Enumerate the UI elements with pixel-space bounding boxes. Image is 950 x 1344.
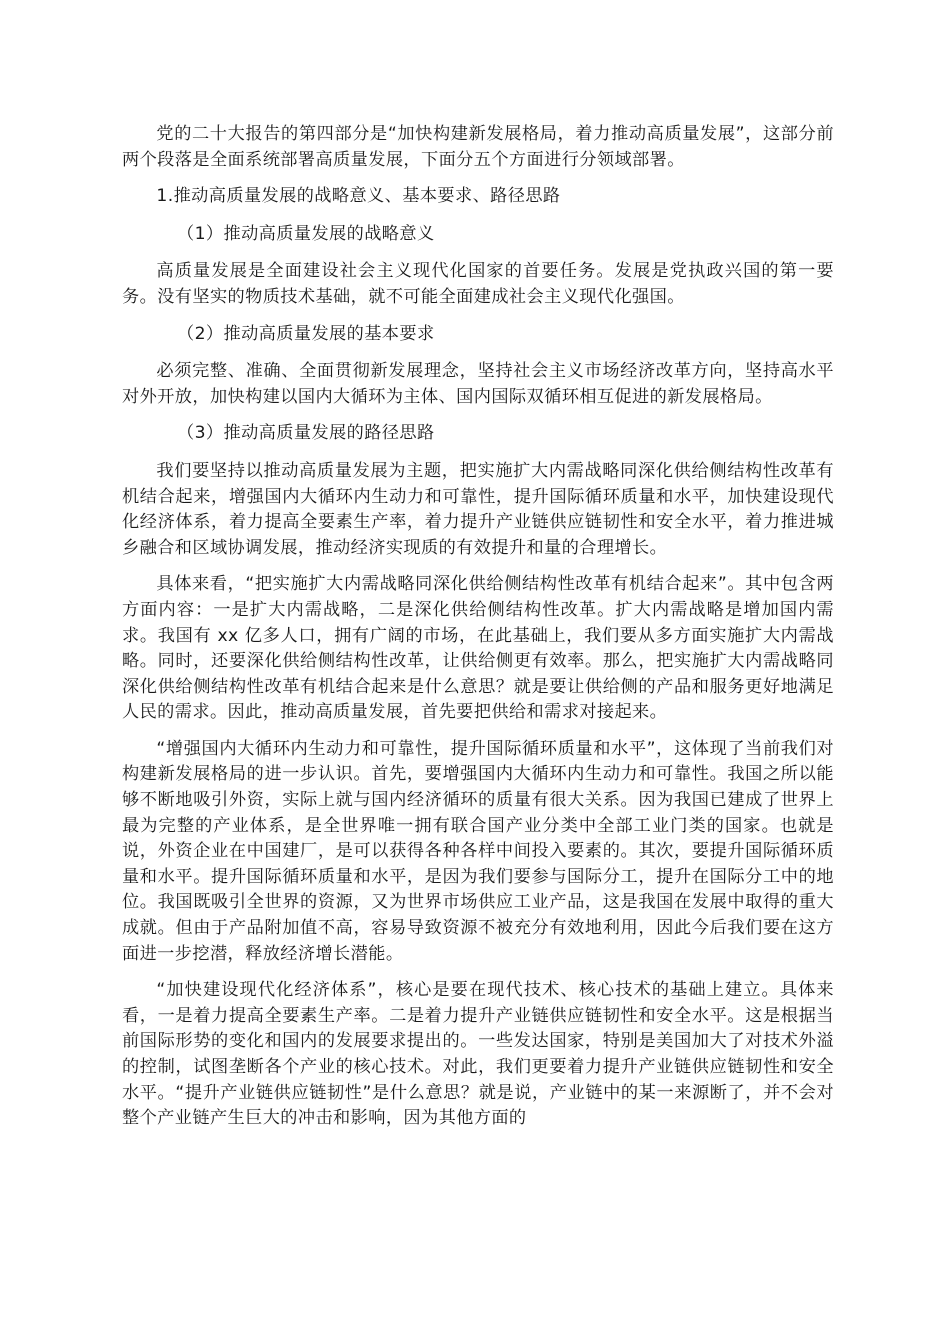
document-body bbox=[122, 0, 834, 1143]
subsection-1-paragraph: 高质量发展是全面建设社会主义现代化国家的首要任务。发展是党执政兴国的第一要务。没有坚实的物质技术基础，就不可能全面建成社会主义现代化强国。 bbox=[122, 261, 834, 307]
section-1-heading: 1.推动高质量发展的战略意义、基本要求、路径思路 bbox=[156, 186, 561, 207]
subsection-1-heading: （1）推动高质量发展的战略意义 bbox=[177, 223, 435, 244]
detail-paragraph-1: 具体来看，“把实施扩大内需战略同深化供给侧结构性改革有机结合起来”。其中包含两方面内容：一是扩大内需战略，二是深化供给侧结构性改革。扩大内需战略是增加国内需求。我国有 xx 亿多人口，拥有广阔的市场，在此基础上，我们要从多方面实施扩大内需战略。同时，还要深化供给侧结构性改革，让供给侧更有效率。那么，把实施扩大内需战略同深化供给侧结构性改革有机结合起来是什么意思？就是要让供给侧的产品和服务更好地满足人民的需求。因此，推动高质量发展，首先要把供给和需求对接起来。 bbox=[122, 574, 834, 723]
subsection-3-paragraph: 我们要坚持以推动高质量发展为主题，把实施扩大内需战略同深化供给侧结构性改革有机结合起来，增强国内大循环内生动力和可靠性，提升国际循环质量和水平，加快建设现代化经济体系，着力提高全要素生产率，着力提升产业链供应链韧性和安全水平，着力推进城乡融合和区域协调发展，推动经济实现质的有效提升和量的合理增长。 bbox=[122, 460, 834, 558]
detail-paragraph-2: “增强国内大循环内生动力和可靠性，提升国际循环质量和水平”，这体现了当前我们对构建新发展格局的进一步认识。首先，要增强国内大循环内生动力和可靠性。我国之所以能够不断地吸引外资，实际上就与国内经济循环的质量有很大关系。因为我国已建成了世界上最为完整的产业体系，是全世界唯一拥有联合国产业分类中全部工业门类的国家。也就是说，外资企业在中国建厂，是可以获得各种各样中间投入要素的。其次，要提升国际循环质量和水平。提升国际循环质量和水平，是因为我们要参与国际分工，提升在国际分工中的地位。我国既吸引全世界的资源，又为世界市场供应工业产品，这是我国在发展中取得的重大成就。但由于产品附加值不高，容易导致资源不被充分有效地利用，因此今后我们要在这方面进一步挖潜，释放经济增长潜能。 bbox=[122, 738, 834, 964]
intro-paragraph: 党的二十大报告的第四部分是“加快构建新发展格局，着力推动高质量发展”，这部分前两个段落是全面系统部署高质量发展，下面分五个方面进行分领域部署。 bbox=[122, 124, 834, 170]
subsection-3-heading: （3）推动高质量发展的路径思路 bbox=[177, 423, 435, 444]
subsection-2-paragraph: 必须完整、准确、全面贯彻新发展理念，坚持社会主义市场经济改革方向，坚持高水平对外开放，加快构建以国内大循环为主体、国内国际双循环相互促进的新发展格局。 bbox=[122, 361, 834, 407]
subsection-2-heading: （2）推动高质量发展的基本要求 bbox=[177, 323, 435, 344]
detail-paragraph-3: “加快建设现代化经济体系”，核心是要在现代技术、核心技术的基础上建立。具体来看，一是着力提高全要素生产率。二是着力提升产业链供应链韧性和安全水平。这是根据当前国际形势的变化和国内的发展要求提出的。一些发达国家，特别是美国加大了对技术外溢的控制，试图垄断各个产业的核心技术。对此，我们更要着力提升产业链供应链韧性和安全水平。“提升产业链供应链韧性”是什么意思？就是说，产业链中的某一来源断了，并不会对整个产业链产生巨大的冲击和影响，因为其他方面的 bbox=[122, 980, 834, 1129]
